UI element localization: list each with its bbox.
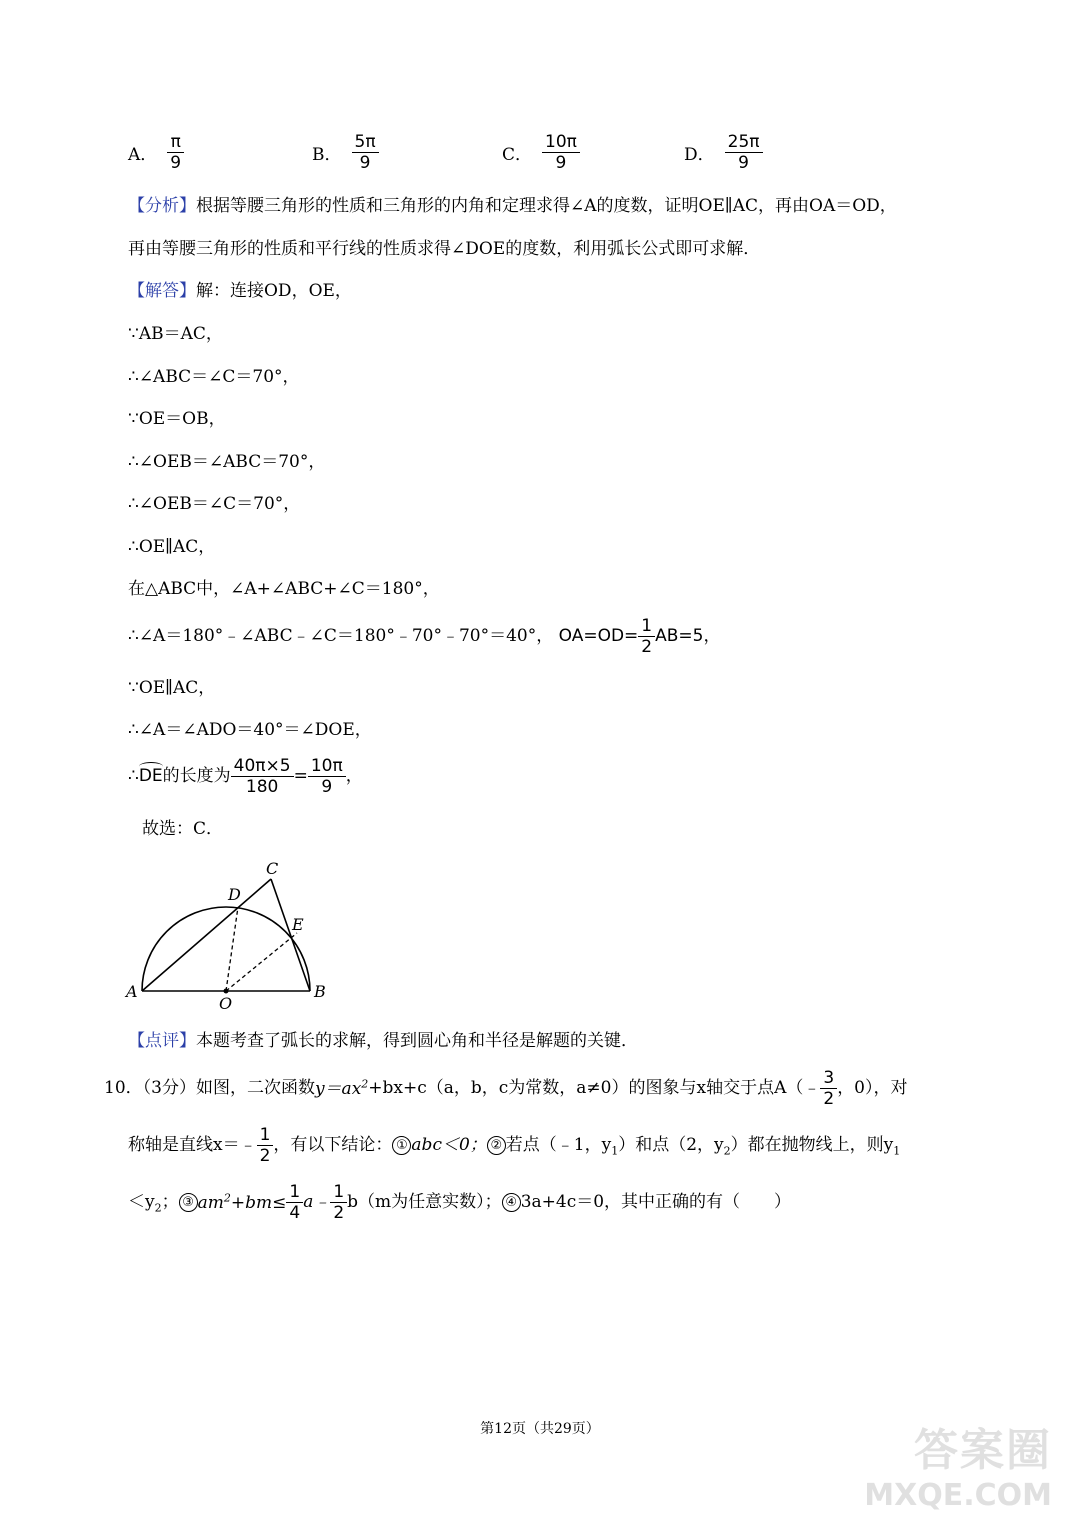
one-quarter: $\frac{1}{4}$ bbox=[286, 1182, 303, 1223]
arc-length-fraction: $\frac{40\pi\times 5}{180}$ bbox=[231, 756, 294, 797]
answer-tag: 【解答】 bbox=[128, 281, 196, 301]
option-a: A． $\frac{\pi}{9}$ bbox=[128, 132, 184, 173]
result-fraction: $\frac{10\pi}{9}$ bbox=[308, 756, 346, 797]
label-d: D bbox=[228, 885, 241, 904]
option-b: B． $\frac{5\pi}{9}$ bbox=[312, 132, 379, 173]
watermark-logo: 答案圈 bbox=[914, 1425, 1052, 1476]
label-a: A bbox=[126, 982, 138, 1001]
watermark-url: MXQE.COM bbox=[864, 1478, 1052, 1513]
circled-2: ② bbox=[487, 1136, 506, 1155]
label-e: E bbox=[292, 915, 304, 934]
geometry-figure bbox=[120, 852, 340, 1012]
question-10-line-2: 称轴是直线x＝﹣ $\frac{1}{2}$ ，有以下结论： ① abc＜0； ② 若点（﹣1，$y_1$）和点（2，$y_2$）都在抛物线上，则$y_1$ bbox=[128, 1125, 901, 1166]
minus-three-halves: $\frac{3}{2}$ bbox=[820, 1068, 837, 1109]
segment-bc bbox=[271, 879, 310, 991]
analysis-line-1: 【分析】根据等腰三角形的性质和三角形的内角和定理求得∠A的度数，证明OE∥AC，再由OA＝OD， bbox=[128, 196, 897, 216]
answer-step-9: ∵OE∥AC， bbox=[128, 678, 216, 698]
dashed-od bbox=[226, 907, 238, 991]
answer-step-6: ∴OE∥AC， bbox=[128, 537, 216, 557]
half-fraction: $\frac{1}{2}$ bbox=[638, 616, 655, 657]
answer-step-2: ∴∠ABC＝∠C＝70°， bbox=[128, 367, 300, 387]
question-10-line-1: 10．（3分）如图，二次函数$y=ax^2+bx+c(a$，b，c为常数，a≠0）的图象与x轴交于点A（﹣ $\frac{3}{2}$ ，0），对 bbox=[104, 1068, 908, 1109]
circled-4: ④ bbox=[502, 1193, 521, 1212]
segment-ac bbox=[142, 879, 271, 991]
dashed-oe bbox=[226, 933, 297, 991]
option-d-fraction: $\frac{25\pi}{9}$ bbox=[725, 132, 763, 173]
circled-3: ③ bbox=[179, 1193, 198, 1212]
answer-step-3: ∵OE＝OB， bbox=[128, 409, 226, 429]
comment-tag: 【点评】 bbox=[128, 1031, 196, 1051]
center-point-o bbox=[224, 989, 229, 994]
analysis-line-2: 再由等腰三角形的性质和平行线的性质求得∠DOE的度数，利用弧长公式即可求解． bbox=[128, 239, 761, 259]
circled-1: ① bbox=[392, 1136, 411, 1155]
label-b: B bbox=[314, 982, 326, 1001]
arc-de: DE bbox=[138, 766, 163, 786]
answer-step-5: ∴∠OEB＝∠C＝70°， bbox=[128, 494, 301, 514]
analysis-tag: 【分析】 bbox=[128, 196, 196, 216]
label-c: C bbox=[266, 859, 279, 878]
answer-step-4: ∴∠OEB＝∠ABC＝70°， bbox=[128, 452, 326, 472]
answer-step-1: ∵AB＝AC， bbox=[128, 324, 223, 344]
answer-step-8: ∴∠A＝180°﹣∠ABC﹣∠C＝180°﹣70°﹣70°＝40°， OA=OD= $\frac{1}{2}$ AB=5， bbox=[128, 616, 721, 657]
answer-step-11: ∴DE的长度为 $\frac{40\pi\times 5}{180}$ = $\frac{10\pi}{9}$ ， bbox=[128, 756, 363, 797]
answer-step-7: 在△ABC中，∠A+∠ABC+∠C＝180°， bbox=[128, 579, 440, 599]
option-d: D． $\frac{25\pi}{9}$ bbox=[684, 132, 763, 173]
label-o: O bbox=[219, 994, 233, 1012]
option-c-fraction: $\frac{10\pi}{9}$ bbox=[542, 132, 580, 173]
option-a-fraction: $\frac{\pi}{9}$ bbox=[167, 132, 184, 173]
answer-step-10: ∴∠A＝∠ADO＝40°＝∠DOE， bbox=[128, 720, 372, 740]
minus-one-half: $\frac{1}{2}$ bbox=[257, 1125, 274, 1166]
option-c: C． $\frac{10\pi}{9}$ bbox=[502, 132, 580, 173]
answer-header: 【解答】解：连接OD，OE， bbox=[128, 281, 352, 301]
question-10-line-3: $<y_2$； ③ $am^2+bm\le$ $\frac{1}{4}$ a﹣ $\frac{1}{2}$ b（m为任意实数）； ④ 3a+4c＝0，其中正确的有（ ） bbox=[128, 1182, 792, 1223]
page-footer: 第12页（共29页） bbox=[480, 1421, 600, 1437]
comment-line: 【点评】本题考查了弧长的求解，得到圆心角和半径是解题的关键． bbox=[128, 1031, 638, 1051]
watermark bbox=[864, 1414, 1052, 1513]
answer-choice: 故选：C． bbox=[142, 819, 224, 839]
one-half: $\frac{1}{2}$ bbox=[330, 1182, 347, 1223]
option-b-fraction: $\frac{5\pi}{9}$ bbox=[352, 132, 379, 173]
